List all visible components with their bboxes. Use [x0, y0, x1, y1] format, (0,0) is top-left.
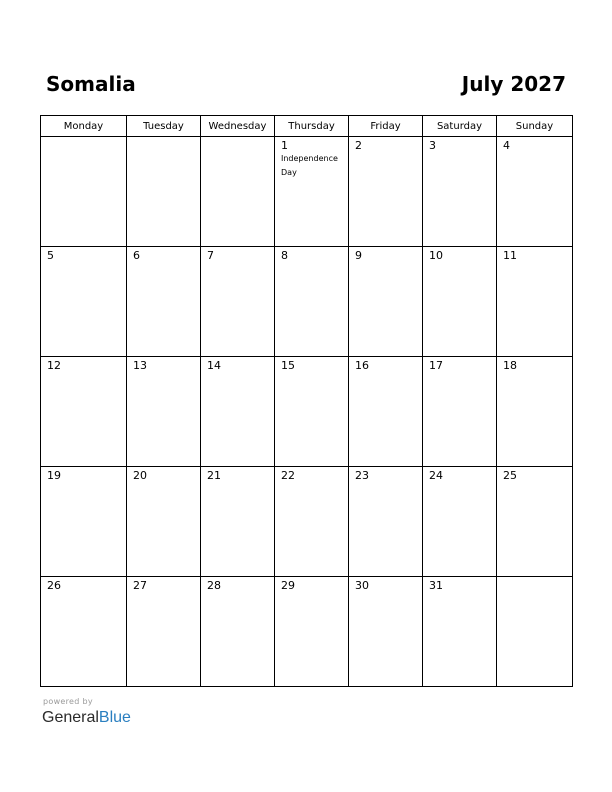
day-cell	[127, 247, 201, 357]
day-cell	[201, 577, 275, 687]
day-number: 21	[207, 469, 221, 482]
day-cell	[497, 247, 573, 357]
month-title: July 2027	[461, 72, 566, 96]
day-number: 31	[429, 579, 443, 592]
day-cell	[41, 357, 127, 467]
day-cell	[349, 247, 423, 357]
day-cell	[497, 137, 573, 247]
weekday-tuesday: Tuesday	[127, 116, 201, 137]
day-number: 28	[207, 579, 221, 592]
day-number: 16	[355, 359, 369, 372]
day-cell	[423, 137, 497, 247]
generalblue-logo[interactable]	[42, 708, 131, 728]
brand-name-part1: General	[42, 709, 99, 726]
weekday-header-row	[41, 116, 573, 137]
day-number: 7	[207, 249, 214, 262]
day-number: 2	[355, 139, 362, 152]
weekday-sunday: Sunday	[497, 116, 573, 137]
week-row-5	[41, 577, 573, 687]
day-number: 24	[429, 469, 443, 482]
day-number: 27	[133, 579, 147, 592]
day-number: 25	[503, 469, 517, 482]
day-number: 5	[47, 249, 54, 262]
day-number: 11	[503, 249, 517, 262]
country-title: Somalia	[46, 72, 136, 96]
day-cell	[127, 137, 201, 247]
day-cell	[201, 357, 275, 467]
day-cell	[41, 577, 127, 687]
day-number: 12	[47, 359, 61, 372]
day-number: 3	[429, 139, 436, 152]
powered-by-label: powered by	[43, 697, 93, 706]
day-cell	[275, 467, 349, 577]
day-cell	[497, 467, 573, 577]
day-number: 18	[503, 359, 517, 372]
day-cell	[127, 357, 201, 467]
day-number: 30	[355, 579, 369, 592]
day-number: 6	[133, 249, 140, 262]
day-cell	[201, 137, 275, 247]
day-number: 22	[281, 469, 295, 482]
day-cell	[423, 467, 497, 577]
week-row-3	[41, 357, 573, 467]
day-number: 8	[281, 249, 288, 262]
weekday-monday: Monday	[41, 116, 127, 137]
week-row-4	[41, 467, 573, 577]
day-number: 17	[429, 359, 443, 372]
weekday-friday: Friday	[349, 116, 423, 137]
day-cell	[275, 247, 349, 357]
day-cell	[423, 247, 497, 357]
calendar-grid	[40, 115, 573, 687]
holiday-label: Independence Day	[281, 154, 338, 177]
day-cell	[275, 577, 349, 687]
week-row-1	[41, 137, 573, 247]
day-cell	[201, 467, 275, 577]
weekday-saturday: Saturday	[423, 116, 497, 137]
day-cell	[41, 247, 127, 357]
day-cell	[41, 467, 127, 577]
day-number	[127, 137, 200, 139]
day-cell	[497, 577, 573, 687]
day-number: 1	[281, 139, 288, 152]
day-cell	[201, 247, 275, 357]
day-number: 26	[47, 579, 61, 592]
day-cell	[275, 357, 349, 467]
day-cell	[349, 577, 423, 687]
day-number: 20	[133, 469, 147, 482]
day-cell	[497, 357, 573, 467]
day-cell	[41, 137, 127, 247]
day-number	[41, 137, 126, 139]
weekday-wednesday: Wednesday	[201, 116, 275, 137]
day-number: 14	[207, 359, 221, 372]
week-row-2	[41, 247, 573, 357]
day-cell	[349, 357, 423, 467]
day-cell	[127, 467, 201, 577]
day-number: 13	[133, 359, 147, 372]
day-cell	[349, 137, 423, 247]
day-number: 23	[355, 469, 369, 482]
day-number: 10	[429, 249, 443, 262]
day-number: 9	[355, 249, 362, 262]
day-number	[201, 137, 274, 139]
day-number: 4	[503, 139, 510, 152]
day-cell	[423, 577, 497, 687]
day-number: 15	[281, 359, 295, 372]
day-number: 29	[281, 579, 295, 592]
brand-name-part2: Blue	[98, 709, 131, 726]
day-cell	[423, 357, 497, 467]
day-number: 19	[47, 469, 61, 482]
day-cell	[349, 467, 423, 577]
day-number	[497, 577, 572, 579]
day-cell	[275, 137, 349, 247]
day-cell	[127, 577, 201, 687]
weekday-thursday: Thursday	[275, 116, 349, 137]
